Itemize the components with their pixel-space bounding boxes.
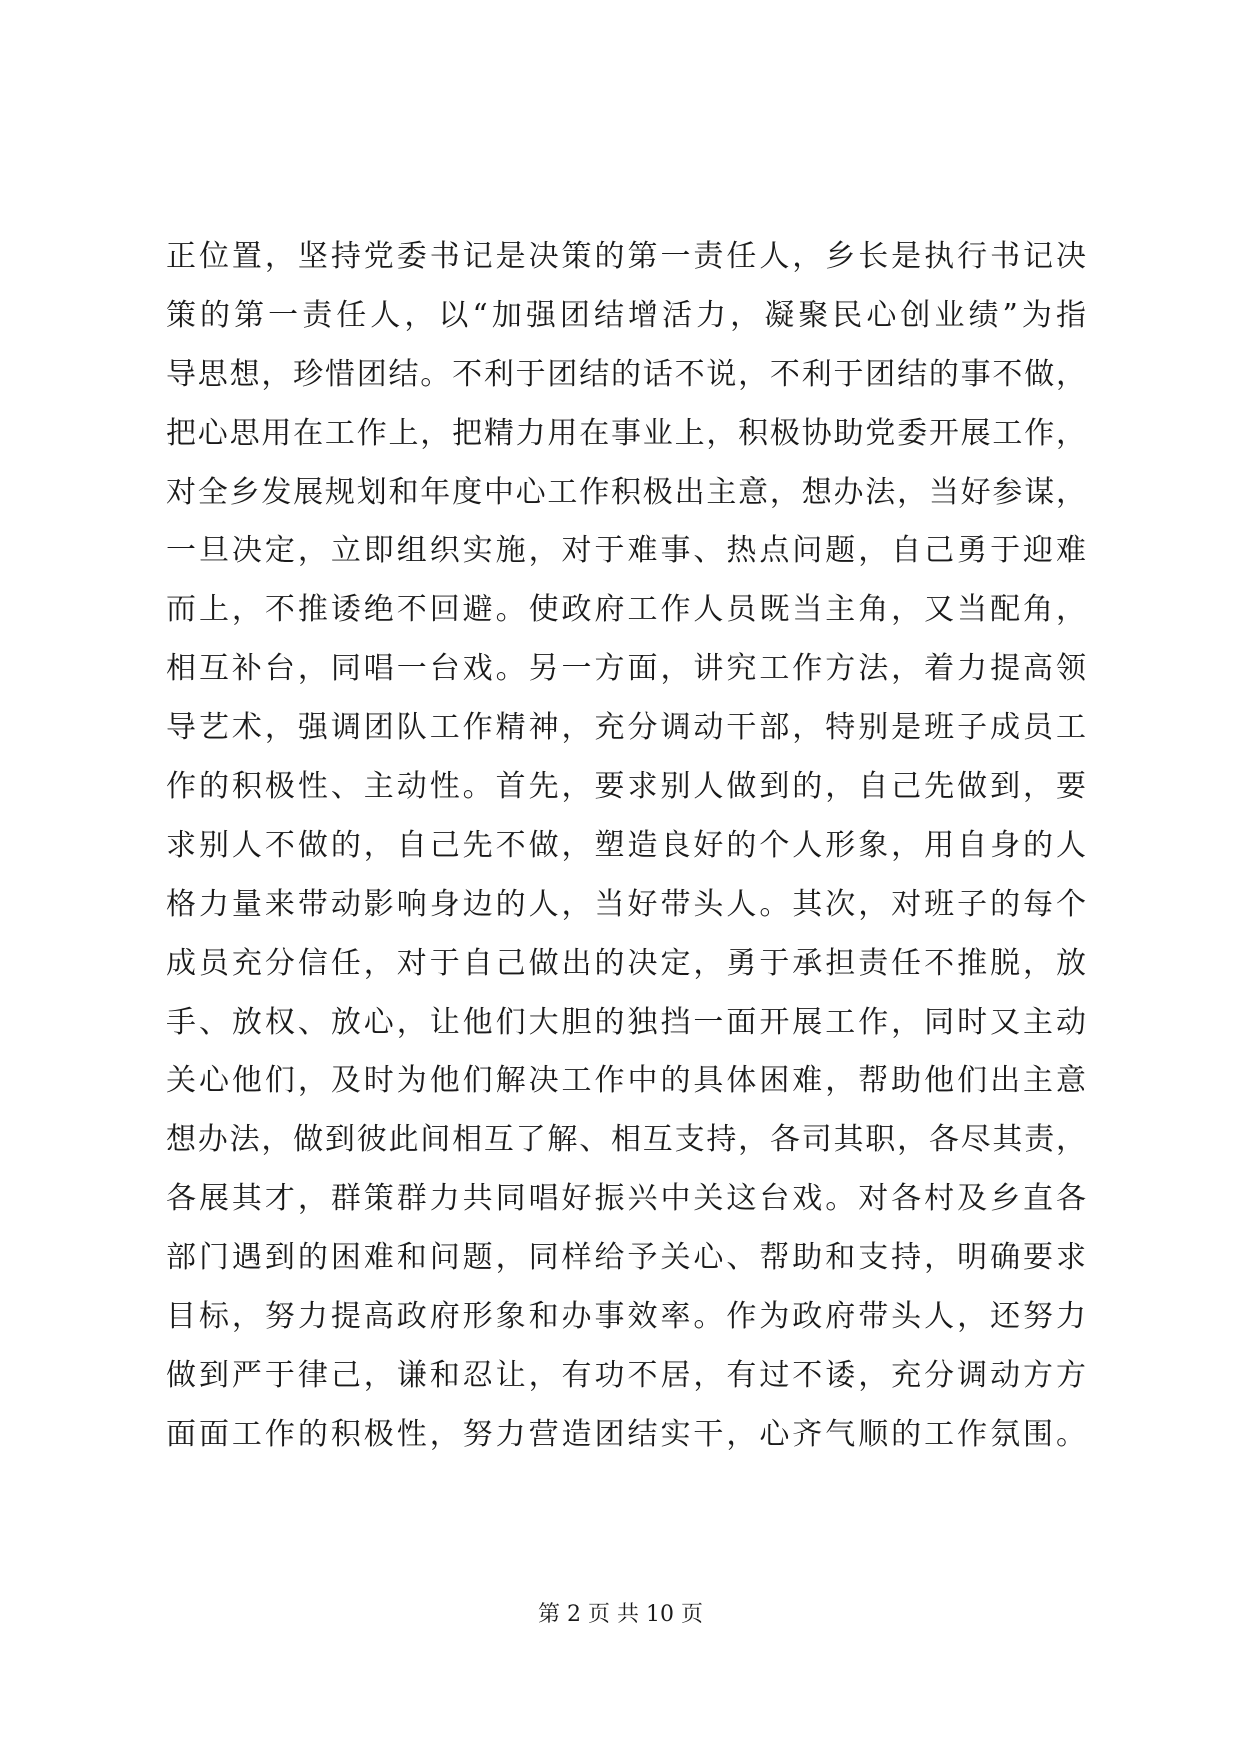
text-line: 想办法，做到彼此间相互了解、相互支持，各司其职，各尽其责， xyxy=(166,1122,1086,1158)
text-line: 策的第一责任人，以“加强团结增活力，凝聚民心创业绩”为指 xyxy=(166,297,1086,333)
text-line: 目标，努力提高政府形象和办事效率。作为政府带头人，还努力 xyxy=(166,1299,1086,1335)
text-line: 做到严于律己，谦和忍让，有功不居，有过不诿，充分调动方方 xyxy=(166,1357,1086,1393)
text-line: 一旦决定，立即组织实施，对于难事、热点问题，自己勇于迎难 xyxy=(166,533,1086,569)
text-line: 成员充分信任，对于自己做出的决定，勇于承担责任不推脱，放 xyxy=(166,945,1086,981)
text-line: 作的积极性、主动性。首先，要求别人做到的，自己先做到，要 xyxy=(166,769,1086,805)
text-line: 导艺术，强调团队工作精神，充分调动干部，特别是班子成员工 xyxy=(166,710,1086,746)
text-line: 面面工作的积极性，努力营造团结实干，心齐气顺的工作氛围。 xyxy=(166,1416,1086,1452)
text-line: 部门遇到的困难和问题，同样给予关心、帮助和支持，明确要求 xyxy=(166,1240,1086,1276)
text-line: 对全乡发展规划和年度中心工作积极出主意，想办法，当好参谋， xyxy=(166,474,1086,510)
text-line: 手、放权、放心，让他们大胆的独挡一面开展工作，同时又主动 xyxy=(166,1004,1086,1040)
text-line: 把心思用在工作上，把精力用在事业上，积极协助党委开展工作， xyxy=(166,415,1086,451)
text-line: 相互补台，同唱一台戏。另一方面，讲究工作方法，着力提高领 xyxy=(166,651,1086,687)
text-line: 求别人不做的，自己先不做，塑造良好的个人形象，用自身的人 xyxy=(166,827,1086,863)
page-number-footer: 第 2 页 共 10 页 xyxy=(538,1602,703,1627)
text-line: 正位置，坚持党委书记是决策的第一责任人，乡长是执行书记决 xyxy=(166,239,1086,274)
text-line: 格力量来带动影响身边的人，当好带头人。其次，对班子的每个 xyxy=(166,886,1086,922)
body-paragraph xyxy=(166,228,1086,1465)
text-line: 各展其才，群策群力共同唱好振兴中关这台戏。对各村及乡直各 xyxy=(166,1181,1086,1217)
text-line: 关心他们，及时为他们解决工作中的具体困难，帮助他们出主意 xyxy=(166,1063,1086,1099)
text-line: 而上，不推诿绝不回避。使政府工作人员既当主角，又当配角， xyxy=(166,592,1086,628)
text-line: 导思想，珍惜团结。不利于团结的话不说，不利于团结的事不做， xyxy=(166,356,1086,392)
